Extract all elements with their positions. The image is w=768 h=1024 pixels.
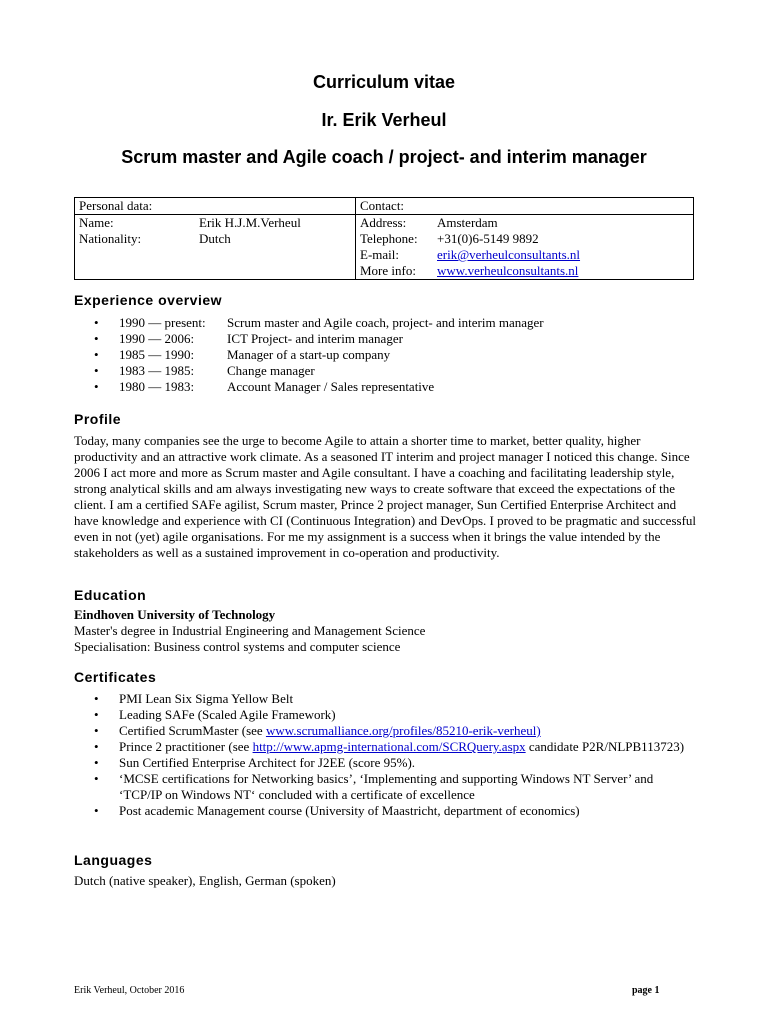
name-label: Name: (79, 215, 114, 230)
experience-heading: Experience overview (74, 292, 223, 308)
experience-period: 1990 — 2006: (119, 331, 195, 346)
education-heading: Education (74, 587, 147, 603)
address-value: Amsterdam (437, 215, 498, 230)
list-item (74, 315, 694, 331)
website-link[interactable]: www.verheulconsultants.nl (437, 263, 579, 278)
experience-desc: Account Manager / Sales representative (227, 379, 435, 394)
email-label: E-mail: (360, 247, 399, 262)
nationality-value: Dutch (199, 231, 231, 246)
telephone-row (360, 231, 689, 247)
personal-data-cell (75, 215, 356, 280)
list-item (74, 379, 694, 395)
education-degree: Master's degree in Industrial Engineering and Management Science (74, 623, 426, 638)
education-specialisation: Specialisation: Business control systems and computer science (74, 639, 401, 654)
certificate-text: Leading SAFe (Scaled Agile Framework) (119, 707, 336, 722)
contact-heading: Contact: (356, 198, 694, 215)
email-row (360, 247, 689, 263)
experience-period: 1990 — present: (119, 315, 206, 330)
name-row (79, 215, 351, 231)
document-title: Curriculum vitae (312, 72, 456, 92)
personal-data-heading: Personal data: (75, 198, 356, 215)
person-role: Scrum master and Agile coach / project- and interim manager (121, 147, 647, 167)
more-info-label: More info: (360, 263, 416, 278)
list-item (74, 755, 694, 771)
list-item (74, 331, 694, 347)
certificate-text: Certified ScrumMaster (see (119, 723, 266, 738)
list-item (74, 803, 694, 819)
footer-page-number: page 1 (632, 985, 660, 996)
email-link[interactable]: erik@verheulconsultants.nl (437, 247, 581, 262)
person-name: Ir. Erik Verheul (321, 110, 447, 130)
certificate-text: ‘MCSE certifications for Networking basics’, ‘Implementing and supporting Windows NT Server’ and ‘TCP/IP on Windows NT‘ concluded with a certificate of excellence (119, 771, 654, 802)
experience-desc: Change manager (227, 363, 315, 378)
experience-desc: Scrum master and Agile coach, project- and interim manager (227, 315, 544, 330)
experience-list (74, 315, 694, 395)
list-item (74, 739, 694, 755)
footer-author: Erik Verheul, October 2016 (74, 985, 185, 996)
languages-heading: Languages (74, 852, 153, 868)
education-school: Eindhoven University of Technology (74, 607, 276, 622)
experience-period: 1983 — 1985: (119, 363, 195, 378)
list-item (74, 347, 694, 363)
telephone-value: +31(0)6-5149 9892 (437, 231, 539, 246)
profile-heading: Profile (74, 411, 122, 427)
nationality-label: Nationality: (79, 231, 142, 246)
contact-cell (356, 215, 694, 280)
address-label: Address: (360, 215, 407, 230)
personal-data-table (74, 197, 694, 280)
list-item (74, 363, 694, 379)
certificates-list (74, 691, 694, 819)
list-item (74, 723, 694, 739)
certificates-heading: Certificates (74, 669, 157, 685)
certificate-text: candidate P2R/NLPB113723) (525, 739, 685, 754)
list-item (74, 771, 694, 803)
scrumalliance-link[interactable]: www.scrumalliance.org/profiles/85210-erik-verheul) (265, 723, 541, 738)
certificate-text: Post academic Management course (University of Maastricht, department of economics) (119, 803, 580, 818)
telephone-label: Telephone: (360, 231, 418, 246)
name-value: Erik H.J.M.Verheul (199, 215, 301, 230)
experience-period: 1985 — 1990: (119, 347, 195, 362)
address-row (360, 215, 689, 231)
list-item (74, 691, 694, 707)
certificate-text: PMI Lean Six Sigma Yellow Belt (119, 691, 294, 706)
experience-desc: Manager of a start-up company (227, 347, 391, 362)
certificate-text: Prince 2 practitioner (see (119, 739, 253, 754)
experience-period: 1980 — 1983: (119, 379, 195, 394)
more-info-row (360, 263, 689, 279)
experience-desc: ICT Project- and interim manager (227, 331, 403, 346)
languages-text: Dutch (native speaker), English, German (spoken) (74, 873, 336, 888)
nationality-row (79, 231, 351, 247)
profile-text: Today, many companies see the urge to become Agile to attain a shorter time to market, better quality, higher productivity and an attractive work climate. As a seasoned IT interim and project manager I noticed this change. Since 2006 I act more and more as Scrum master and Agile consultant. I have a coaching and facilitating leadership style, strong analytical skills and am always investigating new ways to create software that exceed the expectations of the client. I am a certified SAFe agilist, Scrum master, Prince 2 project manager, Sun Certified Enterprise Architect and have knowledge and experience with CI (Continuous Integration) and DevOps. I proved to be pragmatic and successful even in not (yet) agile organisations. For me my assignment is a success when it brings the value intended by the stakeholders as well as a sustained improvement in co-operation and productivity. (74, 433, 697, 560)
list-item (74, 707, 694, 723)
certificate-text: Sun Certified Enterprise Architect for J2EE (score 95%). (119, 755, 416, 770)
apmg-link[interactable]: http://www.apmg-international.com/SCRQuery.aspx (252, 739, 526, 754)
